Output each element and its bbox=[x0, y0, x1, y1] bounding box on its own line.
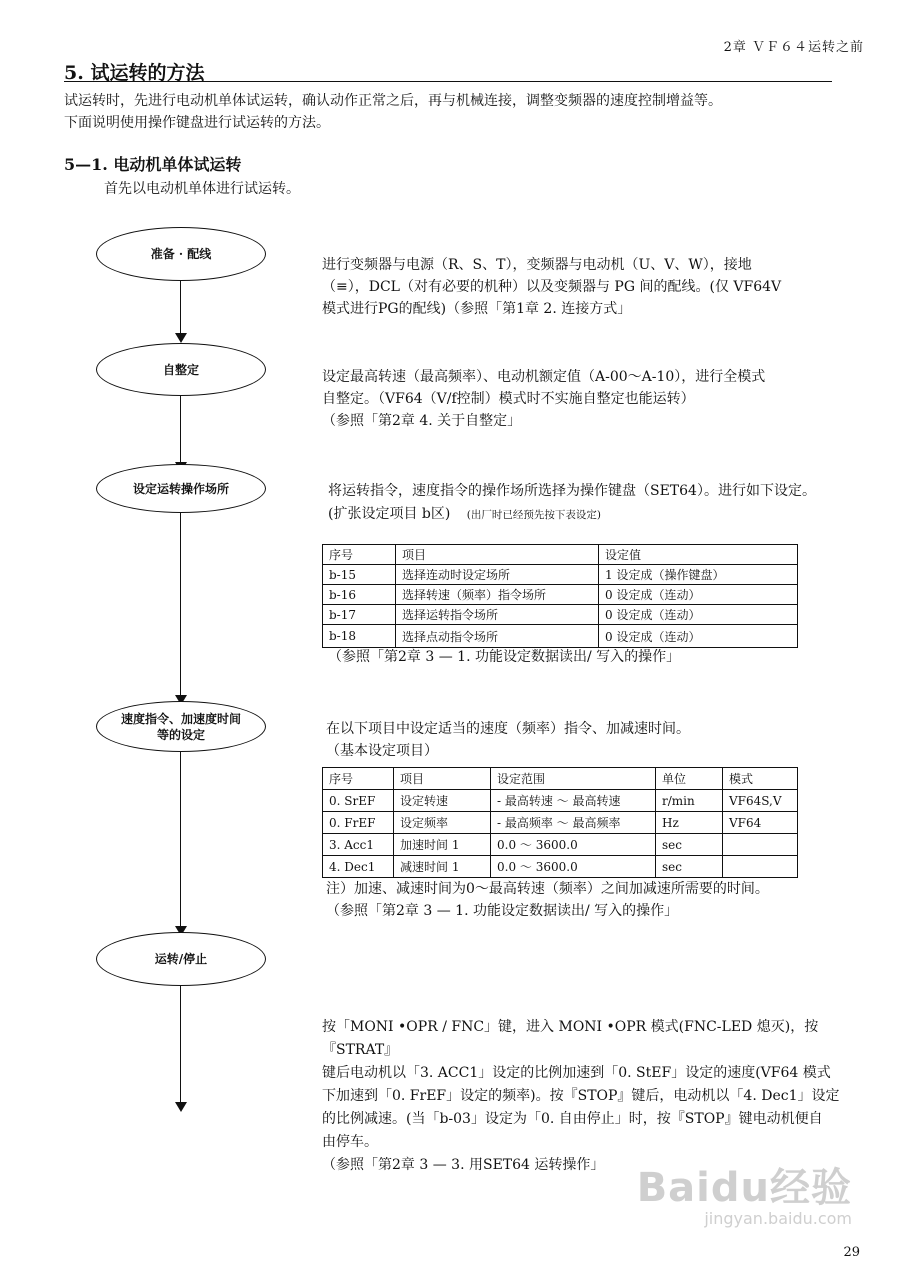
table-cell: b-15 bbox=[323, 565, 396, 585]
operation-location-table bbox=[322, 544, 798, 648]
desc-wiring-line-3: 模式进行PG的配线)（参照「第1章 2. 连接方式」 bbox=[322, 301, 632, 317]
desc-autotune-line-2: 自整定。（VF64（V/f控制）模式时不实施自整定也能运转） bbox=[322, 391, 695, 407]
table-cell bbox=[723, 856, 798, 878]
table-row bbox=[323, 605, 798, 625]
subsection-title: 5—1. 电动机单体试运转 bbox=[64, 155, 242, 174]
table-header-cell: 项目 bbox=[396, 545, 599, 565]
table-row bbox=[323, 625, 798, 648]
flow-connector-4 bbox=[180, 750, 181, 928]
desc-speed-setting bbox=[326, 718, 846, 762]
flow-step-label: 准备 · 配线 bbox=[150, 247, 212, 261]
section-title: 5. 试运转的方法 bbox=[64, 62, 205, 84]
desc-wiring bbox=[322, 254, 842, 320]
table-cell: 0 设定成（连动） bbox=[599, 625, 798, 648]
table-cell: b-18 bbox=[323, 625, 396, 648]
desc-wiring-line-2: （≡），DCL（对有必要的机种）以及变频器与 PG 间的配线。(仅 VF64V bbox=[322, 279, 782, 295]
desc-operation-line-2a: (扩张设定项目 b区) bbox=[328, 506, 451, 522]
table-header-row bbox=[323, 545, 798, 565]
table-header-cell: 模式 bbox=[723, 768, 798, 790]
desc-operation-line-1: 将运转指令，速度指令的操作场所选择为操作键盘（SET64）。进行如下设定。 bbox=[328, 483, 816, 499]
table-cell: - 最高转速 ～ 最高转速 bbox=[491, 790, 656, 812]
table-header-row bbox=[323, 768, 798, 790]
flow-step-label-line-2: 等的设定 bbox=[156, 727, 205, 742]
table-cell: 选择转速（频率）指令场所 bbox=[396, 585, 599, 605]
desc-run-stop bbox=[322, 1016, 852, 1177]
flow-step-label: 运转/停止 bbox=[154, 952, 208, 966]
table-header-cell: 项目 bbox=[394, 768, 491, 790]
desc-run-ref: （参照「第2章 3 — 3. 用SET64 运转操作」 bbox=[322, 1157, 605, 1173]
flow-step-label: 设定运转操作场所 bbox=[132, 481, 229, 496]
table-cell: 减速时间 1 bbox=[394, 856, 491, 878]
table-cell: - 最高频率 ～ 最高频率 bbox=[491, 812, 656, 834]
chapter-header: 2章 ＶＦ６４运转之前 bbox=[723, 40, 864, 55]
desc-operation-ref: （参照「第2章 3 — 1. 功能设定数据读出/ 写入的操作」 bbox=[328, 649, 681, 665]
desc-wiring-line-1: 进行变频器与电源（R、S、T），变频器与电动机（U、V、W），接地 bbox=[322, 257, 752, 273]
table-cell: 0 设定成（连动） bbox=[599, 585, 798, 605]
page-number: 29 bbox=[843, 1245, 860, 1260]
flow-step-autotune bbox=[96, 343, 266, 396]
desc-run-line-5: 由停车。 bbox=[322, 1134, 378, 1150]
desc-run-line-1: 按「MONI •OPR / FNC」键，进入 MONI •OPR 模式(FNC-LED 熄灭)，按『STRAT』 bbox=[322, 1019, 819, 1058]
table-cell: 0. SrEF bbox=[323, 790, 394, 812]
section-intro-line-1: 试运转时，先进行电动机单体试运转，确认动作正常之后，再与机械连接，调整变频器的速度控制增益等。 bbox=[64, 93, 722, 109]
table-cell: 0.0 ～ 3600.0 bbox=[491, 834, 656, 856]
basic-settings-table bbox=[322, 767, 798, 878]
flow-connector-2 bbox=[180, 394, 181, 464]
table-cell: 3. Acc1 bbox=[323, 834, 394, 856]
table-cell: sec bbox=[656, 856, 723, 878]
table-header-cell: 序号 bbox=[323, 545, 396, 565]
desc-run-line-3: 下加速到「0. FrEF」设定的频率)。按『STOP』键后，电动机以「4. Dec1」设定 bbox=[322, 1088, 840, 1104]
table-cell: 1 设定成（操作键盘） bbox=[599, 565, 798, 585]
table-row bbox=[323, 856, 798, 878]
table-cell: VF64 bbox=[723, 812, 798, 834]
desc-speed-note-block bbox=[326, 878, 866, 922]
table-cell: 选择点动指令场所 bbox=[396, 625, 599, 648]
table-cell: 0.0 ～ 3600.0 bbox=[491, 856, 656, 878]
table-cell: 设定频率 bbox=[394, 812, 491, 834]
desc-speed-note: 注）加速、减速时间为0～最高转速（频率）之间加减速所需要的时间。 bbox=[326, 881, 769, 897]
table-cell: b-16 bbox=[323, 585, 396, 605]
table-cell: b-17 bbox=[323, 605, 396, 625]
flow-arrow-1 bbox=[175, 333, 187, 343]
flow-step-run-stop bbox=[96, 932, 266, 986]
desc-autotune bbox=[322, 366, 842, 432]
desc-operation-line-2b: (出厂时已经预先按下表设定) bbox=[466, 509, 601, 521]
subsection-intro: 首先以电动机单体进行试运转。 bbox=[104, 181, 300, 197]
desc-autotune-line-3: （参照「第2章 4. 关于自整定」 bbox=[322, 413, 522, 429]
table-cell: 0. FrEF bbox=[323, 812, 394, 834]
baidu-watermark-logo: Baidu经验 bbox=[636, 1165, 852, 1211]
table-row bbox=[323, 834, 798, 856]
flow-connector-5 bbox=[180, 984, 181, 1104]
flow-connector-1 bbox=[180, 279, 181, 335]
desc-run-line-2: 键后电动机以「3. ACC1」设定的比例加速到「0. StEF」设定的速度(VF64 模式 bbox=[322, 1065, 831, 1081]
baidu-watermark bbox=[637, 1156, 852, 1228]
table-header-cell: 设定值 bbox=[599, 545, 798, 565]
flow-connector-3 bbox=[180, 511, 181, 697]
table-cell: Hz bbox=[656, 812, 723, 834]
flow-step-prepare-wiring bbox=[96, 227, 266, 281]
table-row bbox=[323, 585, 798, 605]
table-cell: 选择运转指令场所 bbox=[396, 605, 599, 625]
desc-operation-location bbox=[328, 480, 852, 527]
title-underline bbox=[64, 81, 832, 82]
table-cell: r/min bbox=[656, 790, 723, 812]
table-header-cell: 序号 bbox=[323, 768, 394, 790]
table-cell: 加速时间 1 bbox=[394, 834, 491, 856]
desc-run-line-4: 的比例减速。(当「b-03」设定为「0. 自由停止」时，按『STOP』键电动机便自 bbox=[322, 1111, 823, 1127]
baidu-watermark-url: jingyan.baidu.com bbox=[704, 1209, 852, 1228]
flow-step-label-line-1: 速度指令、加速度时间 bbox=[120, 711, 241, 726]
desc-autotune-line-1: 设定最高转速（最高频率）、电动机额定值（A-00～A-10），进行全模式 bbox=[322, 369, 766, 385]
table-row bbox=[323, 790, 798, 812]
table-cell: 4. Dec1 bbox=[323, 856, 394, 878]
desc-speed-line-1: 在以下项目中设定适当的速度（频率）指令、加减速时间。 bbox=[326, 721, 690, 737]
flow-step-label: 自整定 bbox=[162, 362, 199, 377]
flow-step-speed-accel-setting bbox=[96, 701, 266, 752]
table-header-cell: 单位 bbox=[656, 768, 723, 790]
table-header-cell: 设定范围 bbox=[491, 768, 656, 790]
desc-speed-ref: （参照「第2章 3 — 1. 功能设定数据读出/ 写入的操作」 bbox=[326, 903, 679, 919]
flow-arrow-5 bbox=[175, 1102, 187, 1112]
table-cell: 选择连动时设定场所 bbox=[396, 565, 599, 585]
table-cell: VF64S,V bbox=[723, 790, 798, 812]
table-cell: 0 设定成（连动） bbox=[599, 605, 798, 625]
table-cell: 设定转速 bbox=[394, 790, 491, 812]
desc-speed-line-2: （基本设定项目） bbox=[326, 743, 438, 759]
table-cell: sec bbox=[656, 834, 723, 856]
table-row bbox=[323, 812, 798, 834]
table-cell bbox=[723, 834, 798, 856]
flow-step-label bbox=[121, 711, 241, 743]
section-intro-line-2: 下面说明使用操作键盘进行试运转的方法。 bbox=[64, 115, 330, 131]
table-row bbox=[323, 565, 798, 585]
flow-step-operation-location bbox=[96, 464, 266, 513]
